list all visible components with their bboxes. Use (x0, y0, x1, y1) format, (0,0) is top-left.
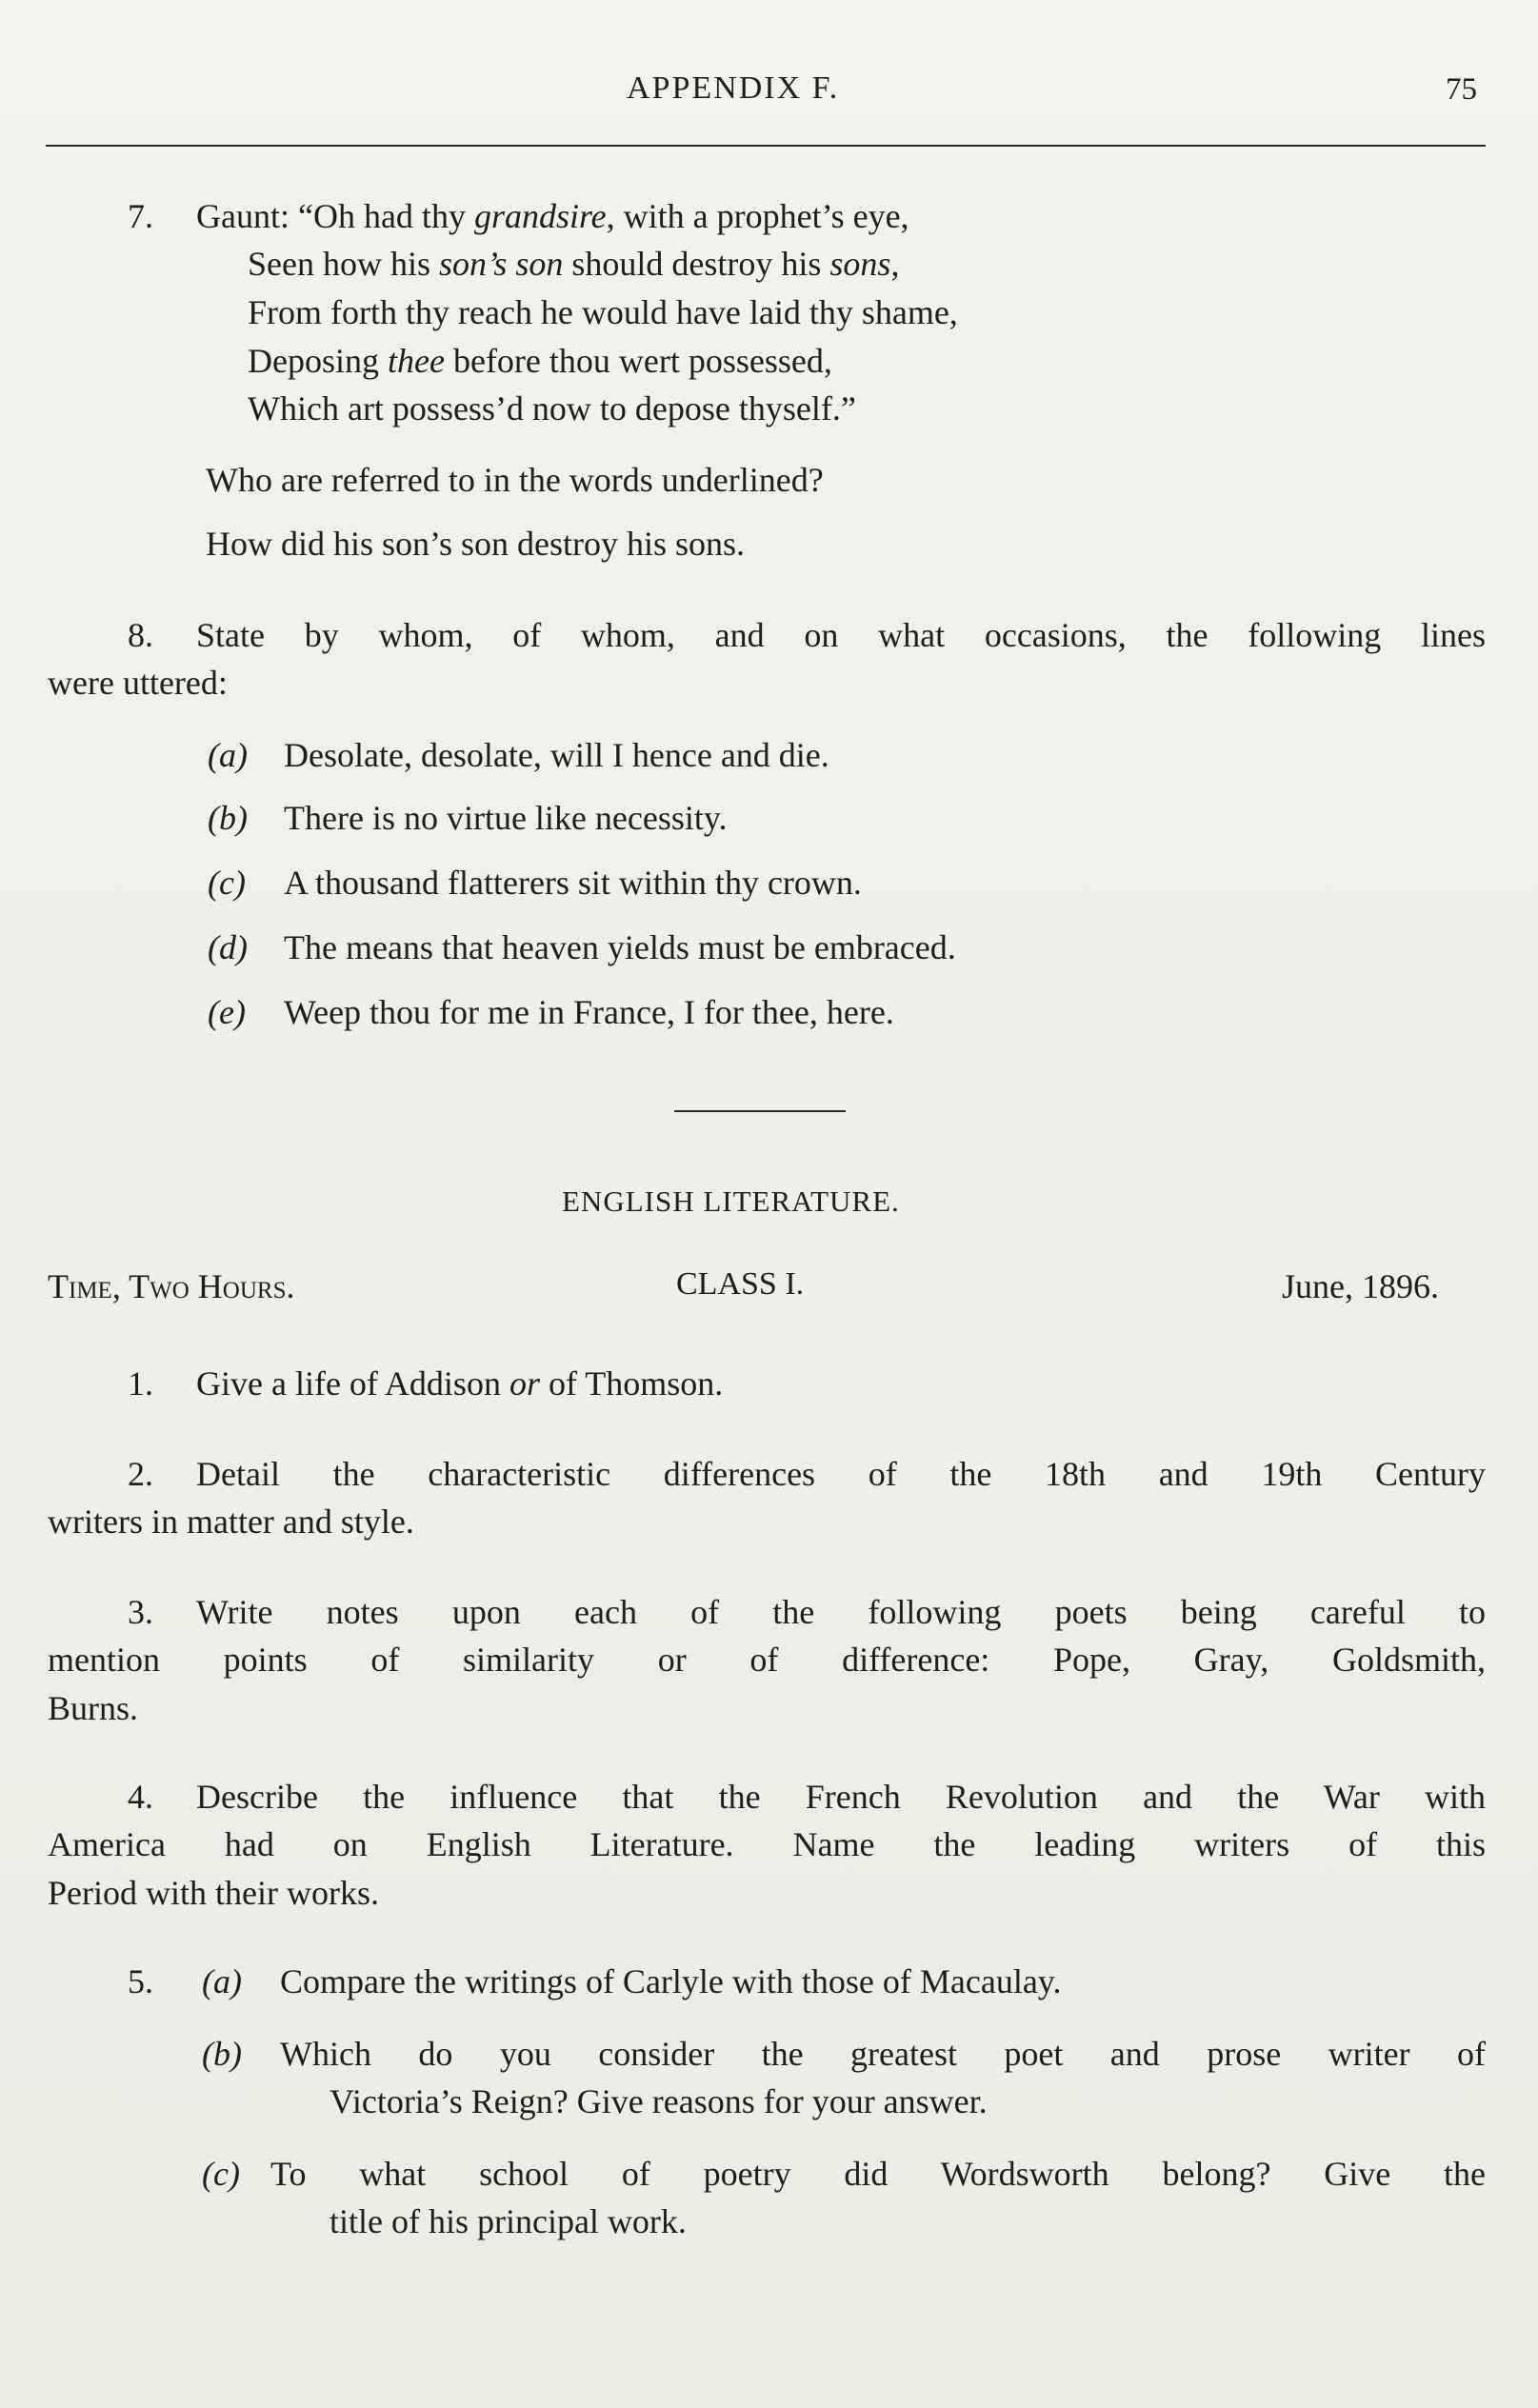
lit-q4-line-2: America had on English Literature. Name the leading writers of this (48, 1825, 1486, 1863)
lit-q2-line-1: Detail the characteristic differences of the 18th and 19th Century (196, 1455, 1486, 1493)
q8-item-b-text: There is no virtue like necessity. (284, 799, 728, 837)
lit-q2-line-2: writers in matter and style. (48, 1503, 414, 1541)
lit-q3-line-1: Write notes upon each of the following poets being careful to (196, 1593, 1486, 1631)
q7-question-b: How did his son’s son destroy his sons. (206, 525, 746, 563)
header-rule (46, 145, 1486, 147)
q8-item-e-text: Weep thou for me in France, I for thee, here. (284, 993, 894, 1031)
q8-item-d-text: The means that heaven yields must be embraced. (284, 928, 956, 966)
lit-q5-item-c-label: (c) (202, 2155, 240, 2193)
lit-q4-line-3: Period with their works. (48, 1874, 379, 1912)
lit-q1-number: 1. (128, 1364, 153, 1403)
lit-q3-number: 3. (128, 1593, 153, 1631)
lit-q5-item-b-line-2: Victoria’s Reign? Give reasons for your answer. (330, 2082, 988, 2120)
q8-number: 8. (128, 616, 153, 654)
lit-q1-text: Give a life of Addison or of Thomson. (196, 1364, 724, 1403)
q7-number: 7. (128, 197, 153, 235)
lit-q5-item-a-text: Compare the writings of Carlyle with those of Macaulay. (280, 1962, 1062, 2000)
q8-line-2: were uttered: (48, 664, 228, 702)
page-number: 75 (1446, 72, 1477, 107)
section-title: ENGLISH LITERATURE. (562, 1184, 900, 1218)
q7-verse-line-1: Gaunt: “Oh had thy grandsire, with a prophet’s eye, (196, 197, 909, 235)
section-divider (674, 1110, 846, 1112)
lit-q3-line-3: Burns. (48, 1689, 139, 1727)
lit-q5-number: 5. (128, 1962, 153, 2000)
lit-q5-item-a-label: (a) (202, 1962, 242, 2000)
q8-item-a-label: (a) (208, 736, 248, 774)
lit-q5-item-b-line-1: Which do you consider the greatest poet and prose writer of (280, 2035, 1486, 2073)
lit-q5-item-c-line-1: To what school of poetry did Wordsworth belong? Give the (270, 2155, 1486, 2193)
running-head: APPENDIX F. (627, 70, 840, 106)
lit-q4-line-1: Describe the influence that the French Revolution and the War with (196, 1778, 1486, 1816)
q8-item-e-label: (e) (208, 993, 246, 1031)
q7-verse-line-3: From forth thy reach he would have laid thy shame, (248, 293, 958, 331)
lit-q5-item-c-line-2: title of his principal work. (330, 2202, 687, 2240)
lit-q2-number: 2. (128, 1455, 153, 1493)
q8-item-c-label: (c) (208, 864, 246, 902)
q8-item-a-text: Desolate, desolate, will I hence and die. (284, 736, 829, 774)
q7-verse-line-2: Seen how his son’s son should destroy his sons, (248, 245, 900, 283)
exam-date: June, 1896. (1282, 1267, 1439, 1305)
q8-item-d-label: (d) (208, 928, 248, 966)
exam-time: Time, Two Hours. (48, 1267, 295, 1305)
q8-line-1: State by whom, of whom, and on what occasions, the following lines (196, 616, 1486, 654)
q8-item-c-text: A thousand flatterers sit within thy crown. (284, 864, 862, 902)
q8-item-b-label: (b) (208, 799, 248, 837)
q7-question-a: Who are referred to in the words underlined? (206, 461, 824, 499)
q7-verse-line-4: Deposing thee before thou wert possessed, (248, 342, 832, 380)
exam-class: CLASS I. (676, 1266, 805, 1302)
lit-q4-number: 4. (128, 1778, 153, 1816)
q7-verse-line-5: Which art possess’d now to depose thyself.” (248, 389, 856, 428)
lit-q3-line-2: mention points of similarity or of difference: Pope, Gray, Goldsmith, (48, 1641, 1486, 1679)
lit-q5-item-b-label: (b) (202, 2035, 242, 2073)
